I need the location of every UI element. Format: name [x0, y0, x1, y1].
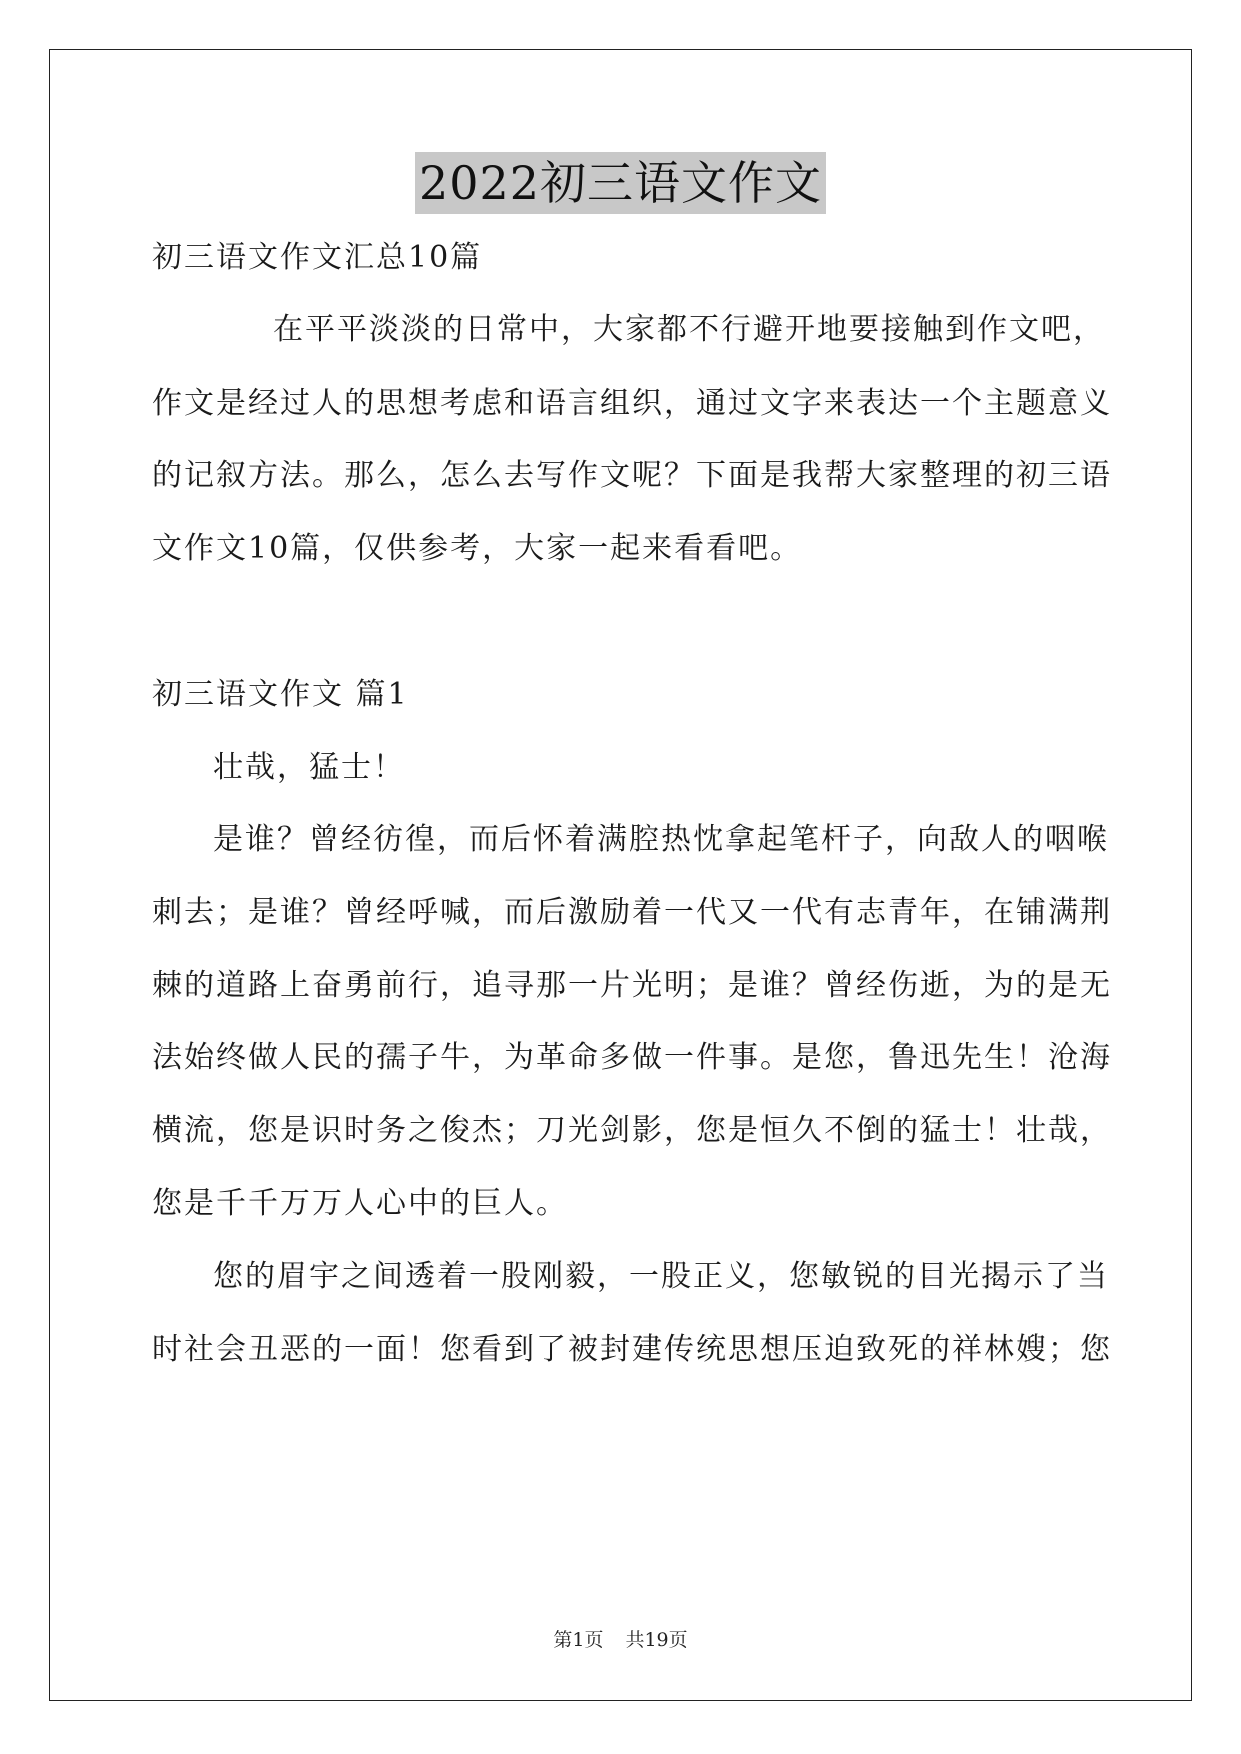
section-heading: 初三语文作文 篇1 [152, 677, 409, 712]
title-container [0, 152, 1241, 214]
document-subtitle: 初三语文作文汇总10篇 [152, 240, 483, 275]
paragraph-line: 时社会丑恶的一面！您看到了被封建传统思想压迫致死的祥林嫂；您 [152, 1332, 1112, 1367]
page-number: 第1页 [553, 1629, 604, 1651]
page-border [49, 49, 1192, 1701]
paragraph-line: 法始终做人民的孺子牛，为革命多做一件事。是您，鲁迅先生！沧海 [152, 1040, 1112, 1075]
intro-line: 在平平淡淡的日常中，大家都不行避开地要接触到作文吧， [273, 312, 1105, 347]
essay-title: 壮哉，猛士！ [213, 750, 405, 785]
paragraph-line: 您是千千万万人心中的巨人。 [152, 1186, 568, 1221]
paragraph-line: 刺去；是谁？曾经呼喊，而后激励着一代又一代有志青年，在铺满荆 [152, 895, 1112, 930]
paragraph-line: 您的眉宇之间透着一股刚毅，一股正义，您敏锐的目光揭示了当 [213, 1259, 1109, 1294]
page-footer [0, 1628, 1241, 1652]
intro-line: 的记叙方法。那么，怎么去写作文呢？下面是我帮大家整理的初三语 [152, 458, 1112, 493]
intro-line: 文作文10篇，仅供参考，大家一起来看看吧。 [152, 531, 803, 566]
paragraph-line: 棘的道路上奋勇前行，追寻那一片光明；是谁？曾经伤逝，为的是无 [152, 968, 1112, 1003]
paragraph-line: 是谁？曾经彷徨，而后怀着满腔热忱拿起笔杆子，向敌人的咽喉 [213, 822, 1109, 857]
page-total: 共19页 [625, 1629, 688, 1651]
paragraph-line: 横流，您是识时务之俊杰；刀光剑影，您是恒久不倒的猛士！壮哉， [152, 1113, 1112, 1148]
document-title: 2022初三语文作文 [415, 152, 826, 214]
intro-line: 作文是经过人的思想考虑和语言组织，通过文字来表达一个主题意义 [152, 386, 1112, 421]
